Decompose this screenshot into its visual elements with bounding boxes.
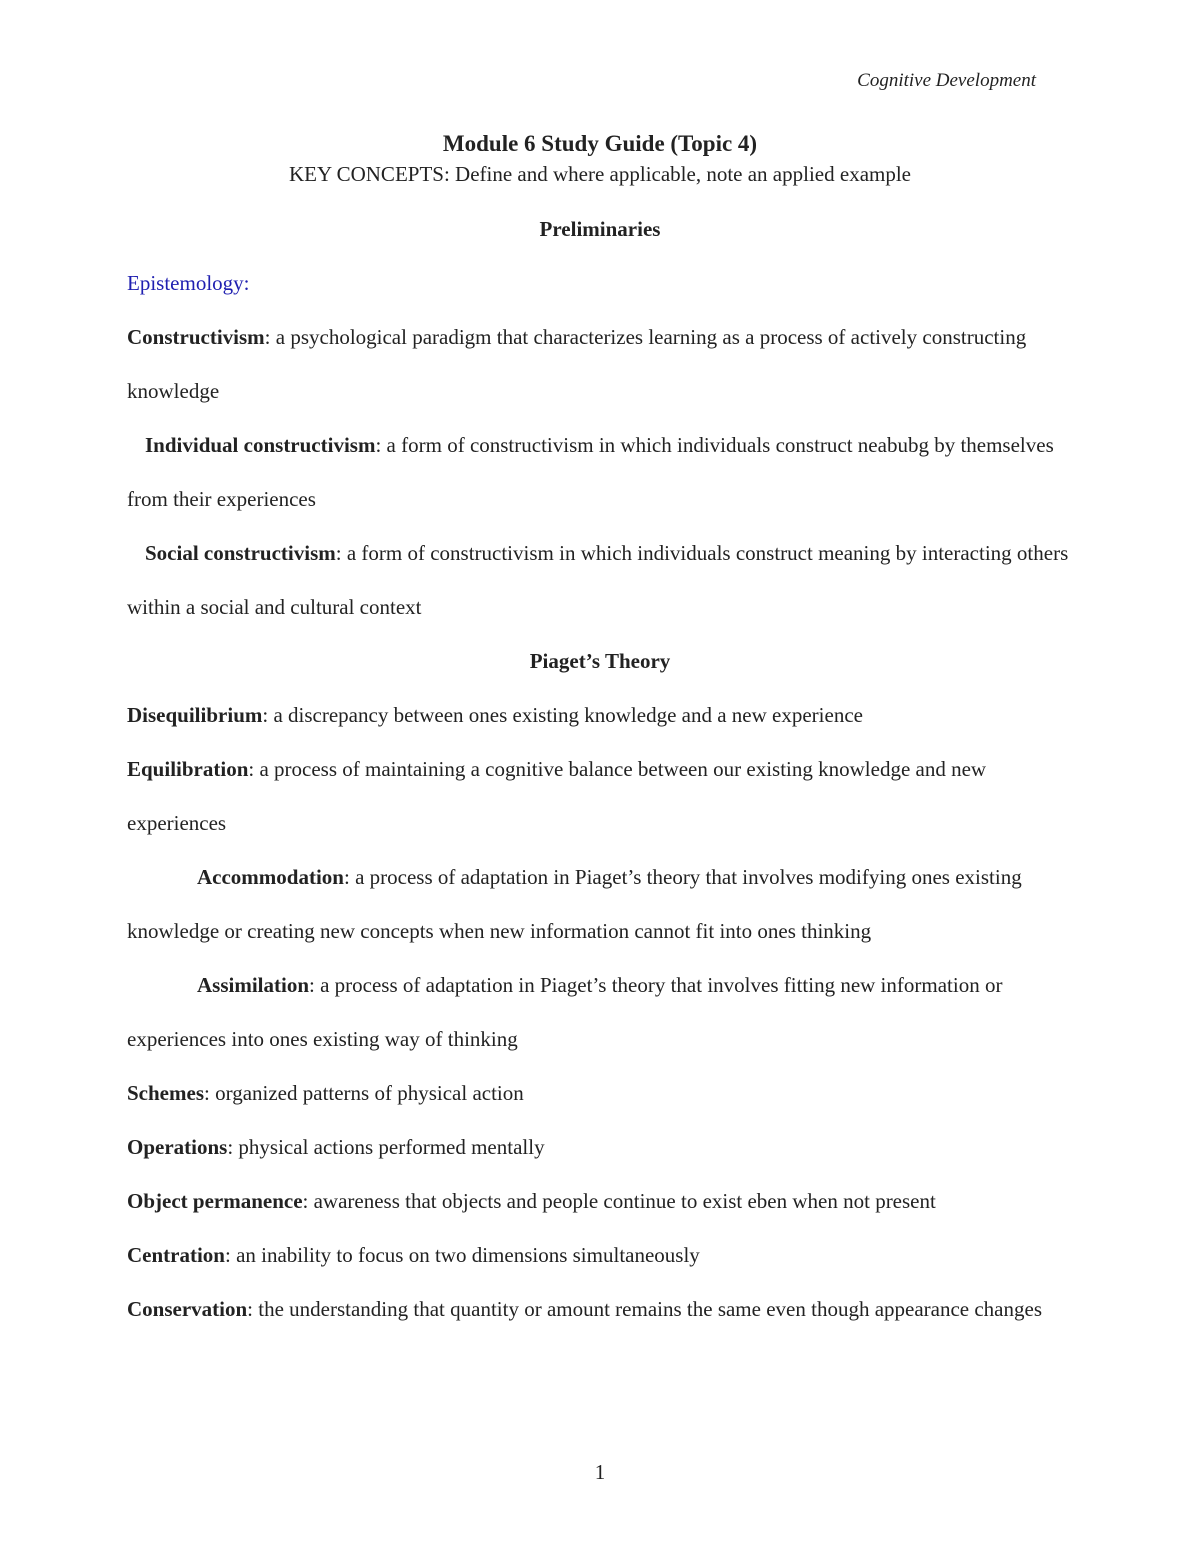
term-label: Assimilation xyxy=(197,973,310,997)
constructivism-entry xyxy=(127,310,1073,418)
social-constructivism-entry xyxy=(127,526,1073,634)
document-subtitle: KEY CONCEPTS: Define and where applicable, note an applied example xyxy=(288,162,912,186)
term-definition: : a discrepancy between ones existing knowledge and a new experience xyxy=(262,703,863,727)
term-label: Constructivism xyxy=(127,325,265,349)
term-label: Centration xyxy=(127,1243,225,1267)
centration-entry xyxy=(127,1228,1073,1282)
term-definition: : a psychological paradigm that characterizes learning as a process of actively constructing knowledge xyxy=(127,325,1027,403)
running-head: Cognitive Development xyxy=(857,70,1036,91)
operations-entry xyxy=(127,1120,1073,1174)
term-definition: : a process of maintaining a cognitive balance between our existing knowledge and new experiences xyxy=(127,757,987,835)
term-label: Schemes xyxy=(127,1081,204,1105)
individual-constructivism-entry xyxy=(127,418,1073,526)
equilibration-entry xyxy=(127,742,1073,850)
section-heading-piaget: Piaget’s Theory xyxy=(529,649,671,673)
conservation-entry xyxy=(127,1282,1073,1336)
section-heading-preliminaries: Preliminaries xyxy=(539,217,661,241)
term-label: Accommodation xyxy=(197,865,344,889)
term-label: Conservation xyxy=(127,1297,248,1321)
accommodation-entry xyxy=(127,850,1073,958)
term-definition: : an inability to focus on two dimensions simultaneously xyxy=(225,1243,700,1267)
epistemology-entry: Epistemology: xyxy=(127,271,250,295)
term-definition: : a form of constructivism in which individuals construct meaning by interacting others within a social and cultural context xyxy=(127,541,1069,619)
term-definition: : a process of adaptation in Piaget’s theory that involves fitting new information or experiences into ones existing way of thinking xyxy=(127,973,1003,1051)
term-label: Operations xyxy=(127,1135,228,1159)
term-label: Social constructivism xyxy=(145,541,336,565)
disequilibrium-entry xyxy=(127,688,1073,742)
term-definition: : a process of adaptation in Piaget’s theory that involves modifying ones existing knowledge or creating new concepts when new information cannot fit into ones thinking xyxy=(127,865,1022,943)
term-definition: : physical actions performed mentally xyxy=(227,1135,545,1159)
document-body xyxy=(127,128,1073,1336)
term-label: Disequilibrium xyxy=(127,703,263,727)
term-definition: : a form of constructivism in which individuals construct neabubg by themselves from their experiences xyxy=(127,433,1054,511)
document-title: Module 6 Study Guide (Topic 4) xyxy=(442,131,758,156)
term-definition: : awareness that objects and people continue to exist eben when not present xyxy=(302,1189,936,1213)
assimilation-entry xyxy=(127,958,1073,1066)
term-definition: : organized patterns of physical action xyxy=(204,1081,524,1105)
term-label: Individual constructivism xyxy=(145,433,376,457)
term-label: Equilibration xyxy=(127,757,249,781)
term-label: Object permanence xyxy=(127,1189,303,1213)
object-permanence-entry xyxy=(127,1174,1073,1228)
page-number: 1 xyxy=(594,1460,606,1484)
schemes-entry xyxy=(127,1066,1073,1120)
term-definition: : the understanding that quantity or amount remains the same even though appearance changes xyxy=(247,1297,1042,1321)
